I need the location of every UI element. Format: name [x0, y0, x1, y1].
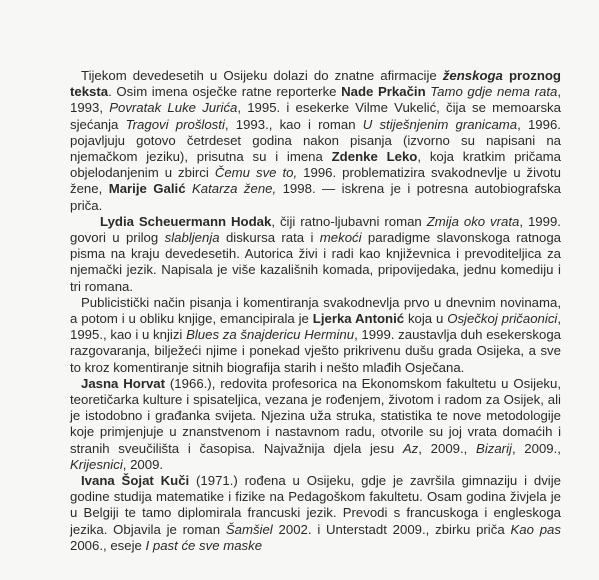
paragraph-lydia-scheuermann-hodak: [70, 214, 561, 295]
styled-text-run: Ivana Šojat Kuči: [81, 473, 190, 489]
text-run: , 1993,: [70, 84, 561, 116]
text-run: , 1995., kao i u knjizi: [70, 311, 562, 343]
text-run: , 1993., kao i roman: [224, 116, 363, 132]
text-run: (1971.) rođena u Osijeku, gdje je završila gimnaziju i dvije godine studija matematike i fizike na Pedagoškom fakultetu. Osam godina živjela je u Belgiji te tamo diplomirala francuski jezik. Prevodi s francuskoga i engleskoga jezika. Objavila je roman: [70, 473, 561, 537]
styled-text-run: Blues za šnajdericu Herminu: [186, 327, 355, 343]
styled-text-run: U stiješnjenim granicama: [362, 116, 518, 132]
styled-text-run: I past će sve maske: [145, 537, 263, 553]
styled-text-run: slabljenja: [164, 230, 220, 246]
text-run: , 1999. zaustavlja duh esekerskoga razgovaranja, bilježeći njime i ponekad vješto prikrivenu dušu grada Osijeka, a sve to kroz komentiranje sitnih biografija starih i nešto mlađih Osječana.: [70, 327, 561, 375]
styled-text-run: Nade Prkačin: [341, 84, 426, 100]
styled-text-run: Šamšiel: [225, 521, 273, 537]
text-run: Publicistički način pisanja i komentiranja svakodnevlja prvo u dnevnim novinama, a potom i u obliku knjige, emancipirala je: [70, 294, 561, 327]
text-run: , 2009.: [122, 456, 164, 472]
styled-text-run: Jasna Horvat: [81, 375, 166, 391]
text-run: , 1995. i esekerke Vilme Vukelić, čija se memoarska sjećanja: [70, 100, 561, 132]
styled-text-run: ženskoga: [442, 68, 503, 83]
styled-text-run: Krijesnici: [70, 456, 123, 472]
styled-text-run: Osječkoj pričaonici: [447, 311, 558, 327]
text-run: 1996. problematizira svakodnevlje u životu žene,: [70, 165, 561, 197]
styled-text-run: mekoći: [319, 230, 362, 246]
text-run: . Osim imena osječke ratne reporterke: [108, 84, 342, 100]
text-run: 1998. — iskrena je i potresna autobiografska priča.: [70, 181, 561, 213]
styled-text-run: proznog teksta: [70, 68, 561, 100]
styled-text-run: Marije Galić: [108, 181, 186, 197]
styled-text-run: Lydia Scheuermann Hodak: [100, 213, 272, 229]
text-run: , čiji ratno-ljubavni roman: [271, 213, 427, 229]
styled-text-run: Az: [402, 440, 419, 456]
text-run: diskursa rata i: [219, 230, 320, 246]
paragraph-ljerka-antonic: [70, 295, 561, 376]
styled-text-run: Ljerka Antonić: [312, 311, 405, 327]
paragraph-women-prose: [70, 68, 561, 214]
text-run: , 1999. govori u prilog: [70, 213, 561, 246]
styled-text-run: Zdenke Leko: [331, 149, 418, 165]
text-run: , 2009.,: [418, 440, 477, 456]
text-run: 2006., eseje: [70, 537, 146, 553]
text-run: , 1996. pojavljuju gotovo četrdeset godina nakon pisanja (izvorno su napisani na njemačkom jeziku), prisutna su i imena: [70, 116, 561, 165]
paragraph-jasna-horvat: [70, 376, 561, 473]
styled-text-run: Bizarij: [476, 440, 512, 456]
text-run: 2002. i Unterstadt 2009., zbirku priča: [272, 521, 511, 537]
paragraph-ivana-sojat-kuci: [70, 473, 561, 554]
styled-text-run: Kao pas: [510, 521, 561, 537]
styled-text-run: Tragovi prošlosti: [125, 116, 225, 132]
text-run: (1966.), redovita profesorica na Ekonomskom fakultetu u Osijeku, teoretičarka kulture i spisateljica, vezana je rođenjem, životom i radom za Osijek, ali je istodobno i građanka svijeta. Njezina uža struka, statistika te nove metodologije koje primjenjuje u znanstvenom i nastavnom radu, otvorile su joj vrata domaćih i stranih sveučilišta i časopisa. Najvažnija djela jesu: [70, 375, 562, 456]
text-run: , 2009.,: [511, 440, 561, 456]
styled-text-run: Čemu sve to,: [214, 165, 298, 181]
text-run: koja u: [404, 311, 448, 327]
styled-text-run: Povratak Luke Jurića: [109, 100, 238, 116]
text-run: Tijekom devedesetih u Osijeku dolazi do znatne afirmacije: [81, 68, 443, 83]
styled-text-run: Katarza žene,: [192, 181, 277, 197]
text-run: paradigme slavonskoga ratnoga pisma na kraju devedesetih. Autorica živi i radi kao književnica i prevoditeljica za njemački jezik. Napisala je više kazališnih komada, pripovijedaka, jednu komediju i tri romana.: [70, 230, 562, 294]
styled-text-run: Tamo gdje nema rata: [430, 84, 558, 100]
styled-text-run: Zmija oko vrata: [426, 213, 520, 229]
text-run: , koja kratkim pričama objelodanjenim u zbirci: [70, 149, 561, 181]
